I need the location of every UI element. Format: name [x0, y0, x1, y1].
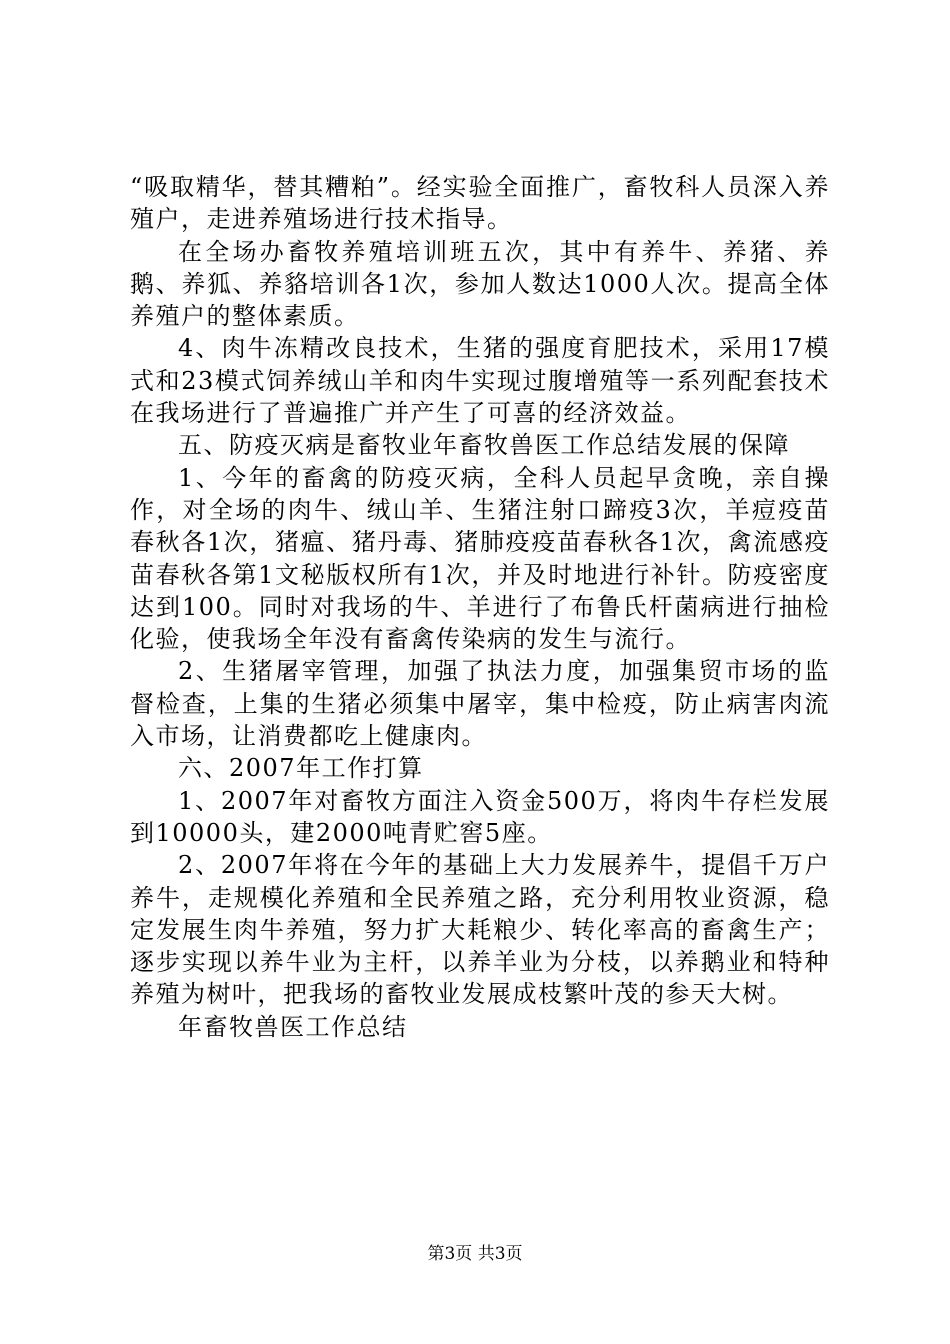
paragraph-3: 4、肉牛冻精改良技术，生猪的强度育肥技术，采用17模式和23模式饲养绒山羊和肉牛实现过腹增殖等一系列配套技术在我场进行了普遍推广并产生了可喜的经济效益。	[130, 334, 830, 428]
document-body	[130, 171, 830, 1043]
paragraph-9: 2、2007年将在今年的基础上大力发展养牛，提倡千万户养牛，走规模化养殖和全民养殖之路，充分利用牧业资源，稳定发展生肉牛养殖，努力扩大耗粮少、转化率高的畜禽生产；逐步实现以养牛业为主杆，以养羊业为分枝，以养鹅业和特种养殖为树叶，把我场的畜牧业发展成枝繁叶茂的参天大树。	[130, 851, 830, 1009]
section-heading-6: 六、2007年工作打算	[178, 754, 424, 783]
paragraph-1: “吸取精华，替其糟粕”。经实验全面推广，畜牧科人员深入养殖户，走进养殖场进行技术指导。	[130, 173, 830, 234]
paragraph-2: 在全场办畜牧养殖培训班五次，其中有养牛、养猪、养鹅、养狐、养貉培训各1次，参加人数达1000人次。提高全体养殖户的整体素质。	[130, 237, 830, 331]
paragraph-6: 2、生猪屠宰管理，加强了执法力度，加强集贸市场的监督检查，上集的生猪必须集中屠宰，集中检疫，防止病害肉流入市场，让消费都吃上健康肉。	[130, 657, 830, 751]
closing-line: 年畜牧兽医工作总结	[178, 1012, 408, 1041]
section-heading-5: 五、防疫灭病是畜牧业年畜牧兽医工作总结发展的保障	[178, 431, 790, 460]
paragraph-8: 1、2007年对畜牧方面注入资金500万，将肉牛存栏发展到10000头，建2000吨青贮窖5座。	[130, 786, 830, 847]
paragraph-5: 1、今年的畜禽的防疫灭病，全科人员起早贪晚，亲自操作，对全场的肉牛、绒山羊、生猪注射口蹄疫3次，羊痘疫苗春秋各1次，猪瘟、猪丹毒、猪肺疫疫苗春秋各1次，禽流感疫苗春秋各第1文秘版权所有1次，并及时地进行补针。防疫密度达到100。同时对我场的牛、羊进行了布鲁氏杆菌病进行抽检化验，使我场全年没有畜禽传染病的发生与流行。	[130, 463, 830, 654]
page-footer: 第3页 共3页	[427, 1244, 523, 1264]
